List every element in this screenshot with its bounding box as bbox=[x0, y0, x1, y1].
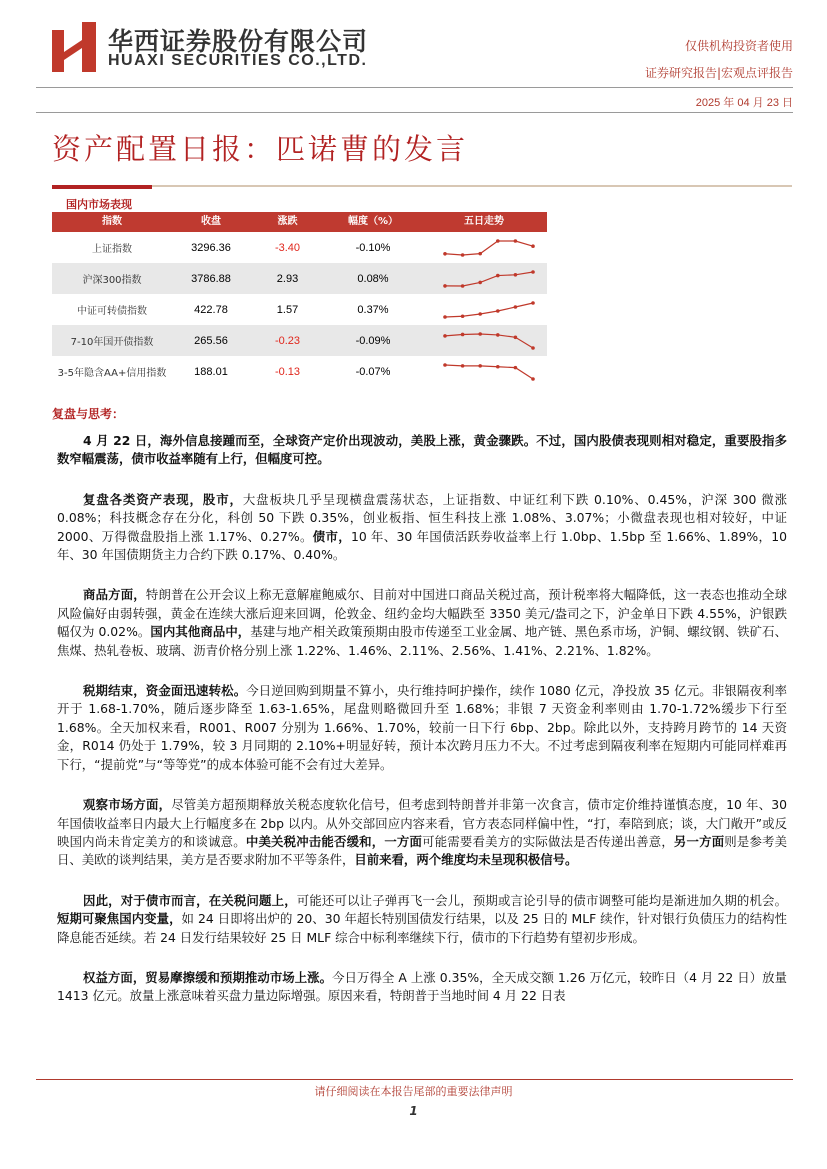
pct-value: -0.07% bbox=[355, 365, 391, 378]
trend-cell bbox=[421, 325, 547, 356]
trend-point bbox=[496, 239, 500, 243]
page-number: 1 bbox=[409, 1104, 418, 1118]
bold-text: 债市， bbox=[312, 528, 351, 544]
index-name: 7-10年国开债指数 bbox=[70, 337, 154, 348]
trend-line bbox=[445, 241, 533, 255]
footer-divider bbox=[36, 1079, 793, 1080]
change-value: 1.57 bbox=[276, 303, 299, 316]
change-value: -0.13 bbox=[274, 365, 301, 378]
trend-point bbox=[443, 315, 447, 319]
market-section-label: 国内市场表现 bbox=[66, 198, 132, 211]
col-header-change: 涨跌 bbox=[277, 216, 298, 227]
bold-text: 复盘各类资产表现，股市， bbox=[83, 491, 243, 507]
table-header bbox=[52, 212, 547, 232]
trend-point bbox=[514, 335, 518, 339]
index-name: 沪深300指数 bbox=[82, 275, 142, 286]
body-paragraph bbox=[57, 796, 787, 870]
trend-line bbox=[445, 334, 533, 348]
bold-text: 观察市场方面， bbox=[83, 797, 172, 813]
text-run: 今日万得全 A 上涨 0.35%，全天成交额 1.26 万亿元，较昨日（4 月 22 日）放量 1413 亿元。放量上涨意味着买盘力量边际增强。原因来看，特朗普于当地时间 4 月 22 日表 bbox=[57, 969, 787, 1004]
trend-point bbox=[531, 270, 535, 274]
trend-cell bbox=[421, 263, 547, 294]
table-row bbox=[52, 325, 547, 356]
text-run: 尽管美方超预期释放关税态度软化信号，但考虑到特朗普并非第一次食言，债市定价维持谨慎态度，10 年、30 年国债收益率日内最大上行幅度多在 2bp 以内。从外交部回应内容来看，官方表态同样偏中性，“打，奉陪到底；谈，大门敞开”或反映国内尚未肯定美方的和谈诚意。 bbox=[57, 797, 787, 849]
index-name: 3-5年隐含AA+信用指数 bbox=[57, 368, 167, 379]
bold-text: 税期结束，资金面迅速转松。 bbox=[83, 683, 247, 699]
huaxi-logo-icon bbox=[52, 22, 96, 72]
col-header-trend: 五日走势 bbox=[464, 216, 504, 227]
trend-point bbox=[461, 364, 465, 368]
trend-point bbox=[443, 334, 447, 338]
bold-text: 目前来看，两个维度均未呈现积极信号。 bbox=[354, 852, 578, 868]
report-body bbox=[57, 432, 787, 1006]
table-row bbox=[52, 232, 547, 263]
text-run: 10 年、30 年国债活跃券收益率上行 1.0bp、1.5bp 至 1.66%、1.89%，10 年、30 年国债期货主力合约下跌 0.17%、0.40%。 bbox=[57, 528, 788, 563]
trend-point bbox=[443, 284, 447, 288]
report-title: 资产配置日报：匹诺曹的发言 bbox=[52, 132, 469, 166]
trend-point bbox=[461, 314, 465, 318]
text-run: 如 24 日即将出炉的 20、30 年超长特别国债发行结果，以及 25 日的 MLF 续作，针对银行负债压力的结构性降息能否延续。若 24 日发行结果较好 25 日 MLF 综合中标利率继续下行，债市的下行趋势有望初步形成。 bbox=[57, 911, 787, 945]
body-paragraph bbox=[57, 969, 787, 1006]
trend-sparkline bbox=[421, 232, 547, 263]
col-header-pct: 幅度（%） bbox=[347, 216, 399, 227]
table-row bbox=[52, 263, 547, 294]
trend-point bbox=[531, 244, 535, 248]
change-value: -0.23 bbox=[274, 334, 301, 347]
bold-text: 权益方面，贸易摩擦缓和预期推动市场上涨。 bbox=[83, 969, 333, 985]
trend-point bbox=[478, 252, 482, 256]
review-section-title: 复盘与思考： bbox=[52, 407, 125, 421]
trend-point bbox=[531, 377, 535, 381]
trend-point bbox=[496, 309, 500, 313]
body-paragraph bbox=[57, 586, 787, 660]
pct-value: -0.09% bbox=[355, 334, 391, 347]
footer-disclaimer: 请仔细阅读在本报告尾部的重要法律声明 bbox=[314, 1085, 513, 1098]
trend-point bbox=[514, 366, 518, 370]
body-paragraph bbox=[57, 491, 787, 565]
trend-point bbox=[514, 239, 518, 243]
col-header-close: 收盘 bbox=[201, 216, 221, 227]
report-type: 证券研究报告|宏观点评报告 bbox=[644, 66, 793, 80]
close-value: 188.01 bbox=[194, 365, 228, 378]
bold-text: 因此，对于债市而言，在关税问题上， bbox=[83, 892, 297, 908]
date-divider bbox=[36, 112, 793, 113]
trend-point bbox=[478, 332, 482, 336]
trend-sparkline bbox=[421, 356, 547, 387]
bold-text: 另一方面 bbox=[673, 833, 725, 849]
text-run: 大盘板块几乎呈现横盘震荡状态，上证指数、中证红利下跌 0.10%、0.45%，沪深 300 微涨 0.08%；科技概念存在分化，科创 50 下跌 0.35%，创业板指、恒生科技上涨 1.08%、3.07%；小微盘表现也相对较好，中证 2000、万得微盘股指上涨 1.17%、0.27%。 bbox=[57, 491, 787, 544]
body-paragraph bbox=[57, 432, 787, 469]
trend-point bbox=[531, 301, 535, 305]
bold-text: 国内其他商品中， bbox=[150, 624, 251, 640]
bold-text: 商品方面， bbox=[83, 587, 146, 603]
close-value: 3296.36 bbox=[191, 241, 231, 254]
trend-point bbox=[478, 364, 482, 368]
trend-sparkline bbox=[421, 263, 547, 294]
trend-point bbox=[496, 365, 500, 369]
text-run: 则是参考美日、美欧的谈判结果，美方是否要求附加不平等条件， bbox=[57, 833, 788, 868]
trend-point bbox=[443, 252, 447, 256]
table-row bbox=[52, 356, 547, 387]
trend-sparkline bbox=[421, 294, 547, 325]
trend-line bbox=[445, 303, 533, 317]
close-value: 422.78 bbox=[194, 303, 228, 316]
trend-point bbox=[478, 281, 482, 285]
change-value: 2.93 bbox=[276, 272, 299, 285]
section-rule-accent bbox=[52, 185, 152, 189]
index-name: 上证指数 bbox=[92, 244, 132, 255]
report-date: 2025 年 04 月 23 日 bbox=[695, 97, 793, 109]
pct-value: 0.37% bbox=[357, 303, 389, 316]
close-value: 265.56 bbox=[194, 334, 228, 347]
trend-point bbox=[496, 274, 500, 278]
trend-point bbox=[478, 312, 482, 316]
trend-point bbox=[531, 346, 535, 350]
restriction-note: 仅供机构投资者使用 bbox=[684, 39, 793, 53]
trend-point bbox=[461, 284, 465, 288]
text-run: 可能还可以让子弹再飞一会儿，预期或言论引导的债市调整可能均是渐进加久期的机会。 bbox=[296, 892, 788, 908]
text-run: 基建与地产相关政策预期由股市传递至工业金属、地产链、黑色系市场，沪铜、螺纹钢、铁矿石、焦煤、热轧卷板、玻璃、沥青价格分别上涨 1.22%、1.46%、2.11%、2.56%、1.41%、2.21%、1.82%。 bbox=[57, 624, 787, 658]
text-run: 特朗普在公开会议上称无意解雇鲍威尔、目前对中国进口商品关税过高，预计税率将大幅降低，这一表态也推动全球风险偏好由弱转强，黄金在连续大涨后迎来回调，伦敦金、纽约金均大幅跌至 3350 美元/盎司之下，沪金单日下跌 4.55%，沪银跌幅仅为 0.02%。 bbox=[57, 587, 788, 640]
trend-cell bbox=[421, 232, 547, 263]
section-rule bbox=[52, 185, 792, 187]
body-paragraph bbox=[57, 892, 787, 947]
trend-point bbox=[496, 333, 500, 337]
trend-line bbox=[445, 272, 533, 286]
bold-text: 中美关税冲击能否缓和，一方面 bbox=[245, 833, 423, 849]
close-value: 3786.88 bbox=[191, 272, 231, 285]
text-run: 今日逆回购到期量不算小，央行维持呵护操作，续作 1080 亿元，净投放 35 亿元。非银隔夜利率开于 1.68-1.70%，随后逐步降至 1.63-1.65%，尾盘则略微回升至 1.68%；非银 7 天资金利率则由 1.70-1.72%缓步下行至 1.68%。全天加权来看，R001、R007 分别为 1.66%、1.70%，较前一日下行 6bp、2bp。除此以外，支持跨月跨节的 14 天资金，R014 仍处于 1.79%，较 3 月同期的 2.10%+明显好转，预计本次跨月压力不大。不过考虑到隔夜利率在短期内可能同样难再下行，“提前党”与“等等党”的成本体验可能不会有过大差异。 bbox=[57, 683, 787, 772]
bold-text: 短期可聚焦国内变量， bbox=[57, 911, 182, 927]
trend-point bbox=[514, 305, 518, 309]
text-run: 可能需要看美方的实际做法是否传递出善意， bbox=[422, 833, 674, 849]
body-paragraph bbox=[57, 682, 787, 774]
trend-cell bbox=[421, 294, 547, 325]
index-name: 中证可转债指数 bbox=[77, 306, 147, 317]
trend-cell bbox=[421, 356, 547, 387]
change-value: -3.40 bbox=[274, 241, 301, 254]
trend-sparkline bbox=[421, 325, 547, 356]
brand-name-en: HUAXI SECURITIES CO.,LTD. bbox=[108, 52, 368, 69]
trend-point bbox=[514, 273, 518, 277]
trend-point bbox=[461, 253, 465, 257]
pct-value: -0.10% bbox=[355, 241, 391, 254]
trend-point bbox=[443, 363, 447, 367]
bold-text: 4 月 22 日，海外信息接踵而至，全球资产定价出现波动，美股上涨，黄金骤跌。不过，国内股债表现则相对稳定，重要股指多数窄幅震荡，债市收益率随有上行，但幅度可控。 bbox=[57, 433, 787, 467]
trend-line bbox=[445, 365, 533, 379]
pct-value: 0.08% bbox=[357, 272, 389, 285]
col-header-index: 指数 bbox=[102, 216, 122, 227]
market-performance-table bbox=[52, 212, 547, 387]
table-row bbox=[52, 294, 547, 325]
trend-point bbox=[461, 333, 465, 337]
brand-name-cn: 华西证券股份有限公司 bbox=[108, 27, 369, 56]
header-divider bbox=[36, 87, 793, 88]
